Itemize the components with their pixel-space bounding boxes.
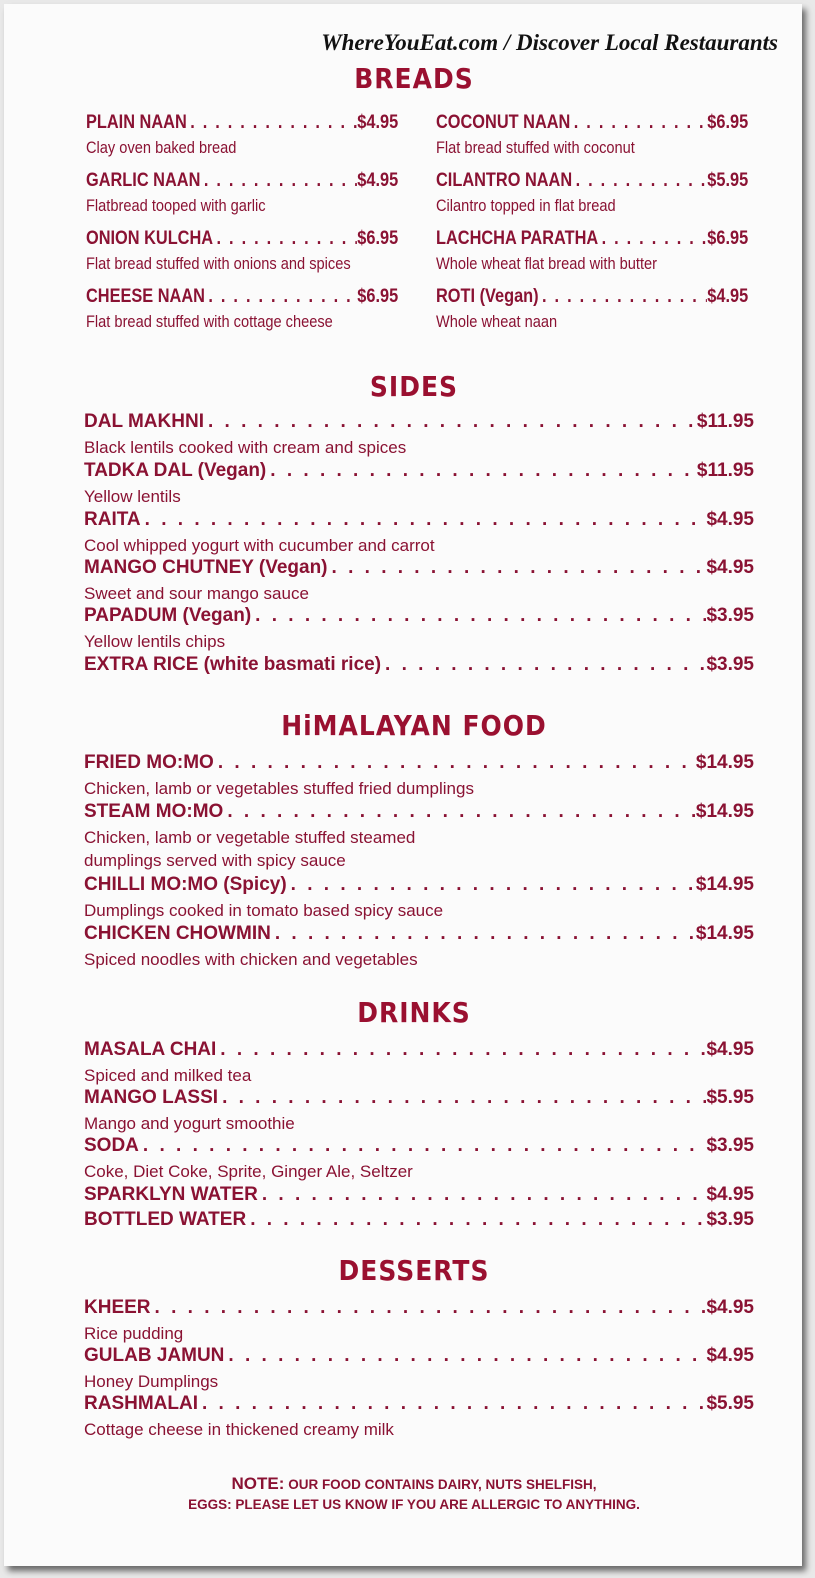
menu-item xyxy=(86,228,449,274)
item-price: $5.95 xyxy=(707,170,749,191)
menu-item xyxy=(84,557,754,605)
menu-item xyxy=(84,1209,754,1231)
item-name: MANGO CHUTNEY (Vegan) xyxy=(84,557,328,578)
item-description: Whole wheat naan xyxy=(436,312,558,331)
menu-item xyxy=(84,1184,754,1206)
item-description: Black lentils cooked with cream and spices xyxy=(84,438,407,457)
item-name: MANGO LASSI xyxy=(84,1087,219,1108)
item-name: PLAIN NAAN xyxy=(86,112,187,133)
item-name: RAITA xyxy=(84,509,141,530)
item-description: Flat bread stuffed with coconut xyxy=(436,138,635,157)
item-name: GULAB JAMUN xyxy=(84,1345,225,1366)
item-price: $6.95 xyxy=(357,228,399,249)
item-name: CHICKEN CHOWMIN xyxy=(84,923,271,944)
item-description: Dumplings cooked in tomato based spicy sauce xyxy=(84,901,444,920)
item-name: SPARKLYN WATER xyxy=(84,1184,258,1205)
site-watermark: WhereYouEat.com / Discover Local Restaurants xyxy=(321,30,778,55)
item-name: DAL MAKHNI xyxy=(84,411,204,432)
item-name: PAPADUM (Vegan) xyxy=(84,605,252,626)
item-description: Honey Dumplings xyxy=(84,1372,219,1391)
menu-item xyxy=(436,286,799,332)
item-price: $14.95 xyxy=(695,801,754,822)
menu-item xyxy=(84,1087,754,1135)
menu-item xyxy=(436,228,799,274)
item-description: Yellow lentils chips xyxy=(84,632,226,651)
item-description: Rice pudding xyxy=(84,1324,184,1343)
item-price: $6.95 xyxy=(357,286,399,307)
item-description: Yellow lentils xyxy=(84,487,181,506)
item-price: $4.95 xyxy=(706,1297,754,1318)
item-price: $4.95 xyxy=(706,509,754,530)
item-description: Spiced noodles with chicken and vegetables xyxy=(84,950,418,969)
item-price: $3.95 xyxy=(706,1135,754,1156)
item-price: $14.95 xyxy=(695,874,754,895)
menu-item xyxy=(86,170,449,216)
item-description: Coke, Diet Coke, Sprite, Ginger Ale, Seltzer xyxy=(84,1162,413,1181)
menu-item xyxy=(84,1393,754,1441)
item-description: Whole wheat flat bread with butter xyxy=(436,254,658,273)
item-price: $6.95 xyxy=(707,112,749,133)
item-name: LACHCHA PARATHA xyxy=(436,228,599,249)
menu-item xyxy=(84,874,754,922)
item-price: $3.95 xyxy=(706,605,754,626)
menu-item xyxy=(436,170,799,216)
item-price: $11.95 xyxy=(696,411,754,432)
menu-item xyxy=(84,1039,754,1087)
item-price: $14.95 xyxy=(695,752,754,773)
section-title-sides: SIDES xyxy=(369,370,459,403)
item-description: Cottage cheese in thickened creamy milk xyxy=(84,1420,394,1439)
item-name: RASHMALAI xyxy=(84,1393,198,1414)
item-name: CHEESE NAAN xyxy=(86,286,205,307)
item-description: Clay oven baked bread xyxy=(86,138,237,157)
item-price: $5.95 xyxy=(706,1393,754,1414)
item-description: Cilantro topped in flat bread xyxy=(436,196,616,215)
item-name: STEAM MO:MO xyxy=(84,801,224,822)
menu-item xyxy=(84,923,754,971)
item-name: BOTTLED WATER xyxy=(84,1209,247,1230)
item-description: Cool whipped yogurt with cucumber and carrot xyxy=(84,536,435,555)
menu-item xyxy=(84,411,754,459)
item-description: Sweet and sour mango sauce xyxy=(84,584,309,603)
item-price: $4.95 xyxy=(706,557,754,578)
menu-item xyxy=(84,1345,754,1393)
section-title-breads: BREADS xyxy=(354,62,474,95)
menu-item xyxy=(84,509,754,557)
menu-item xyxy=(86,112,449,158)
section-title-desserts: DESSERTS xyxy=(338,1254,490,1287)
item-description: Chicken, lamb or vegetables stuffed fried dumplings xyxy=(84,779,474,798)
item-name: SODA xyxy=(84,1135,139,1156)
menu-item xyxy=(84,1135,754,1183)
item-price: $4.95 xyxy=(357,170,399,191)
item-price: $4.95 xyxy=(706,1039,754,1060)
section-title-himalayan-food: HiMALAYAN FOOD xyxy=(281,709,547,742)
item-price: $4.95 xyxy=(706,1184,754,1205)
item-description-continued: dumplings served with spicy sauce xyxy=(84,851,346,870)
item-name: MASALA CHAI xyxy=(84,1039,217,1060)
menu-item xyxy=(84,654,754,676)
menu-page xyxy=(4,4,802,1566)
item-name: EXTRA RICE (white basmati rice) xyxy=(84,654,382,675)
item-name: KHEER xyxy=(84,1297,151,1318)
menu-item xyxy=(84,605,754,653)
note-line-2: EGGS: PLEASE LET US KNOW IF YOU ARE ALLERGIC TO ANYTHING. xyxy=(188,1497,640,1512)
item-name: CILANTRO NAAN xyxy=(436,170,573,191)
item-price: $4.95 xyxy=(707,286,749,307)
item-price: $4.95 xyxy=(706,1345,754,1366)
item-price: $5.95 xyxy=(706,1087,754,1108)
note-lead: NOTE: xyxy=(231,1474,285,1493)
section-title-drinks: DRINKS xyxy=(357,996,471,1029)
item-price: $14.95 xyxy=(695,923,754,944)
item-name: ONION KULCHA xyxy=(86,228,214,249)
item-description: Mango and yogurt smoothie xyxy=(84,1114,295,1133)
item-name: FRIED MO:MO xyxy=(84,752,214,773)
menu-item xyxy=(84,801,754,872)
item-name: CHILLI MO:MO (Spicy) xyxy=(84,874,287,895)
item-price: $6.95 xyxy=(707,228,749,249)
menu-item xyxy=(84,752,754,800)
allergy-note xyxy=(4,1474,802,1515)
item-description: Chicken, lamb or vegetable stuffed steamed xyxy=(84,828,416,847)
menu-item xyxy=(86,286,449,332)
item-name: TADKA DAL (Vegan) xyxy=(84,460,267,481)
item-description: Flat bread stuffed with onions and spices xyxy=(86,254,351,273)
note-line-1: OUR FOOD CONTAINS DAIRY, NUTS SHELFISH, xyxy=(288,1477,597,1492)
item-price: $3.95 xyxy=(706,654,754,675)
item-description: Spiced and milked tea xyxy=(84,1066,252,1085)
item-price: $4.95 xyxy=(357,112,399,133)
item-name: GARLIC NAAN xyxy=(86,170,201,191)
menu-item xyxy=(84,1297,754,1345)
item-name: ROTI (Vegan) xyxy=(436,286,539,307)
menu-item xyxy=(436,112,799,158)
item-name: COCONUT NAAN xyxy=(436,112,571,133)
item-price: $11.95 xyxy=(696,460,754,481)
item-description: Flatbread tooped with garlic xyxy=(86,196,266,215)
item-price: $3.95 xyxy=(706,1209,754,1230)
menu-item xyxy=(84,460,754,508)
item-description: Flat bread stuffed with cottage cheese xyxy=(86,312,333,331)
